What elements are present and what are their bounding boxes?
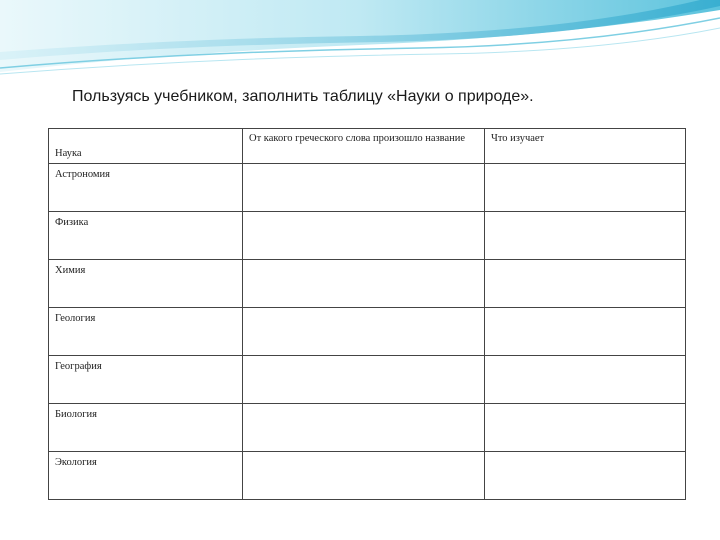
table-row: [49, 164, 686, 212]
cell-studies[interactable]: [485, 452, 686, 500]
table-row: [49, 260, 686, 308]
cell-science: Геология: [49, 308, 243, 356]
table-row: [49, 404, 686, 452]
cell-science: Экология: [49, 452, 243, 500]
decorative-wave-banner: [0, 0, 720, 80]
cell-studies[interactable]: [485, 212, 686, 260]
header-what-it-studies: Что изучает: [485, 129, 686, 164]
cell-origin[interactable]: [243, 452, 485, 500]
table-header-row: [49, 129, 686, 164]
table-row: [49, 356, 686, 404]
slide-title: Пользуясь учебником, заполнить таблицу «Науки о природе».: [72, 88, 534, 105]
cell-origin[interactable]: [243, 212, 485, 260]
cell-science: Физика: [49, 212, 243, 260]
cell-studies[interactable]: [485, 404, 686, 452]
cell-science: Астрономия: [49, 164, 243, 212]
sciences-table: [48, 128, 686, 500]
cell-science: География: [49, 356, 243, 404]
cell-origin[interactable]: [243, 404, 485, 452]
cell-studies[interactable]: [485, 260, 686, 308]
table-row: [49, 452, 686, 500]
cell-origin[interactable]: [243, 164, 485, 212]
cell-science: Биология: [49, 404, 243, 452]
cell-origin[interactable]: [243, 260, 485, 308]
table-row: [49, 308, 686, 356]
cell-origin[interactable]: [243, 356, 485, 404]
header-origin-word: От какого греческого слова произошло название: [243, 129, 485, 164]
table-row: [49, 212, 686, 260]
cell-science: Химия: [49, 260, 243, 308]
cell-studies[interactable]: [485, 164, 686, 212]
cell-studies[interactable]: [485, 308, 686, 356]
header-science: Наука: [49, 129, 243, 164]
cell-origin[interactable]: [243, 308, 485, 356]
cell-studies[interactable]: [485, 356, 686, 404]
